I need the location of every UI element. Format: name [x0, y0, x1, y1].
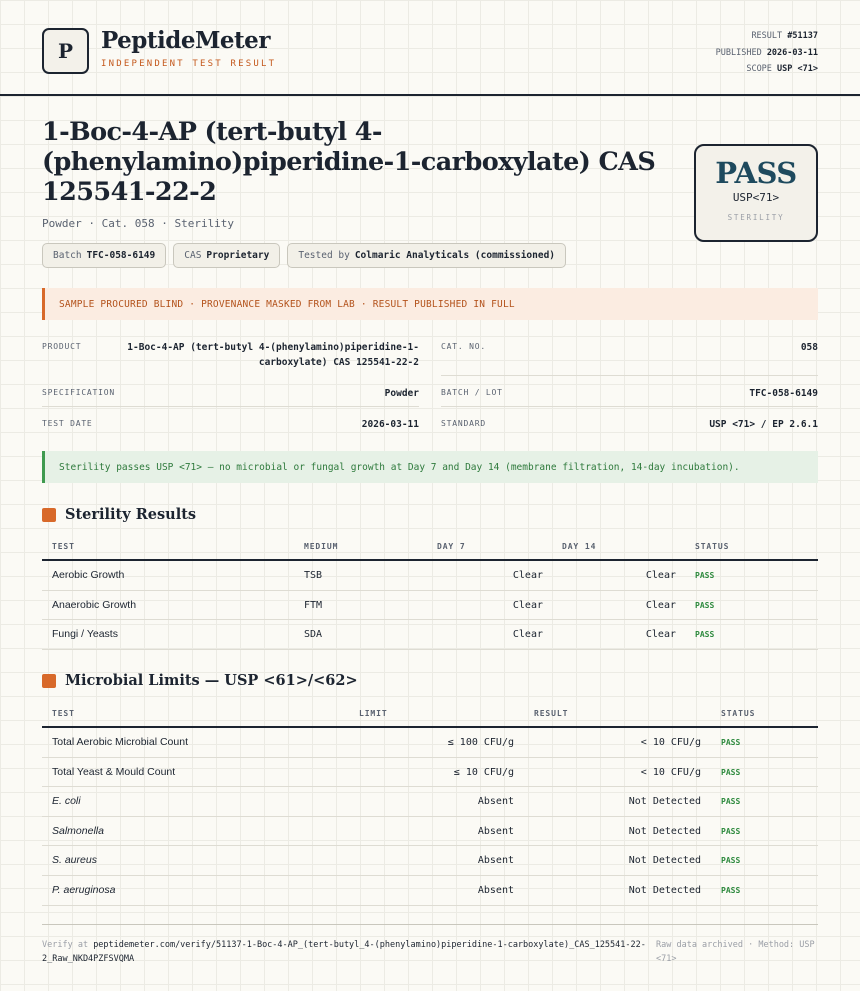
limit-value: ≤ 10 CFU/g — [453, 766, 514, 778]
col-day7: DAY 7 — [437, 542, 466, 551]
tested-by-label: Tested by — [298, 250, 350, 261]
sterility-table-header — [42, 537, 818, 561]
report-header — [0, 0, 860, 96]
sterility-summary: Sterility passes USP <71> — no microbial or fungal growth at Day 7 and Day 14 (membrane filtration, 14-day incubation). — [42, 451, 818, 483]
col-status: STATUS — [695, 542, 730, 551]
result-number-row — [716, 28, 818, 45]
col-test: TEST — [52, 542, 75, 551]
detail-standard-label: STANDARD — [441, 419, 486, 428]
table-row — [42, 758, 818, 788]
test-name: S. aureus — [52, 854, 97, 867]
microbial-table-header — [42, 704, 818, 728]
detail-batch — [441, 388, 818, 402]
limit-value: ≤ 100 CFU/g — [447, 737, 514, 748]
day7-value: Clear — [512, 629, 543, 641]
scope-value: USP <71> — [777, 64, 818, 74]
result-value: < 10 CFU/g — [640, 766, 701, 778]
medium-value: TSB — [304, 570, 323, 581]
detail-standard-value: USP <71> / EP 2.6.1 — [709, 419, 818, 430]
limit-value: Absent — [477, 855, 514, 867]
table-row — [42, 728, 818, 758]
detail-spec-value: Powder — [384, 388, 419, 399]
status-badge: PASS — [721, 797, 741, 807]
day14-value: Clear — [645, 570, 676, 581]
scope-row — [716, 61, 818, 78]
detail-batch-value: TFC-058-6149 — [749, 388, 818, 399]
detail-spec — [42, 388, 419, 402]
test-name: Fungi / Yeasts — [52, 628, 118, 641]
archive-note: Raw data archived · Method: USP <71> — [656, 940, 815, 964]
limit-value: Absent — [477, 884, 514, 896]
limit-value: Absent — [477, 796, 514, 808]
blind-procurement-notice: SAMPLE PROCURED BLIND · PROVENANCE MASKED FROM LAB · RESULT PUBLISHED IN FULL — [42, 288, 818, 320]
batch-chip-value: TFC-058-6149 — [86, 250, 156, 261]
scope-label: SCOPE — [746, 64, 772, 74]
verdict-badge — [694, 144, 818, 242]
product-title: 1-Boc-4-AP (tert-butyl 4-(phenylamino)piperidine-1-carboxylate) CAS 125541-22-2 — [42, 117, 656, 207]
status-badge: PASS — [721, 826, 741, 836]
result-value: Not Detected — [628, 884, 701, 896]
result-value: Not Detected — [628, 855, 701, 867]
status-badge: PASS — [721, 856, 741, 866]
result-value: Not Detected — [628, 825, 701, 837]
published-row — [716, 45, 818, 62]
detail-divider — [42, 406, 419, 407]
detail-standard — [441, 419, 818, 433]
col-test: TEST — [52, 709, 75, 718]
table-row — [42, 620, 818, 650]
test-name: Aerobic Growth — [52, 569, 125, 581]
batch-chip-label: Batch — [53, 250, 82, 261]
tested-by-chip — [287, 243, 566, 268]
logo-letter: P — [57, 39, 74, 63]
result-value: < 10 CFU/g — [640, 737, 701, 748]
table-row — [42, 787, 818, 817]
verdict-text: PASS — [715, 156, 797, 190]
test-name: Salmonella — [52, 824, 104, 837]
microbial-section-title: Microbial Limits — USP <61>/<62> — [65, 672, 358, 689]
cas-chip-label: CAS — [184, 250, 202, 261]
table-row — [42, 817, 818, 847]
brand-name: PeptideMeter — [101, 27, 270, 54]
medium-value: FTM — [304, 599, 323, 611]
col-day14: DAY 14 — [562, 542, 597, 551]
status-badge: PASS — [721, 767, 741, 777]
status-badge: PASS — [695, 571, 715, 580]
tested-by-value: Colmaric Analyticals (commissioned) — [354, 250, 556, 261]
batch-chip — [42, 243, 166, 268]
detail-divider — [441, 406, 818, 407]
limit-value: Absent — [477, 825, 514, 837]
detail-catno-value: 058 — [800, 342, 818, 353]
status-badge: PASS — [695, 600, 715, 610]
detail-catno-label: CAT. NO. — [441, 342, 486, 351]
sterility-table — [42, 537, 818, 650]
test-name: Total Yeast & Mould Count — [52, 765, 176, 778]
result-value: Not Detected — [628, 796, 701, 808]
cas-chip — [173, 243, 280, 268]
col-status: STATUS — [721, 709, 756, 718]
medium-value: SDA — [304, 629, 323, 641]
day7-value: Clear — [512, 599, 543, 611]
sterility-section-heading — [42, 506, 196, 523]
verdict-standard: USP<71> — [732, 191, 780, 204]
col-medium: MEDIUM — [304, 542, 339, 551]
detail-product — [42, 342, 419, 372]
test-name: P. aeruginosa — [52, 883, 116, 896]
detail-date-label: TEST DATE — [42, 419, 93, 428]
section-marker-icon — [42, 508, 56, 522]
detail-spec-label: SPECIFICATION — [42, 388, 116, 397]
brand-tagline: INDEPENDENT TEST RESULT — [101, 59, 277, 69]
status-badge: PASS — [721, 885, 741, 895]
detail-divider — [441, 375, 818, 376]
detail-date-value: 2026-03-11 — [361, 419, 419, 430]
day14-value: Clear — [645, 629, 676, 641]
info-chips — [42, 243, 566, 268]
detail-batch-label: BATCH / LOT — [441, 388, 503, 397]
microbial-section-heading — [42, 672, 358, 689]
section-marker-icon — [42, 674, 56, 688]
microbial-table — [42, 704, 818, 906]
test-name: Anaerobic Growth — [52, 598, 137, 611]
verify-note — [42, 938, 648, 966]
verify-link[interactable]: peptidemeter.com/verify/51137-1-Boc-4-AP_(tert-butyl_4-(phenylamino)piperidine-1-carboxylate)_CAS_125541-22-2_Raw_NKD4PZFSVQMA — [42, 940, 646, 964]
detail-date — [42, 419, 419, 433]
detail-catno — [441, 342, 818, 356]
brand-logo — [42, 28, 89, 74]
col-limit: LIMIT — [359, 709, 388, 718]
result-meta — [716, 28, 818, 78]
result-label: RESULT — [751, 31, 783, 41]
detail-product-label: PRODUCT — [42, 342, 82, 351]
day14-value: Clear — [645, 599, 676, 611]
verify-prefix: Verify at — [42, 940, 89, 950]
table-row — [42, 591, 818, 621]
published-label: PUBLISHED — [715, 47, 762, 58]
test-name: Total Aerobic Microbial Count — [52, 736, 188, 748]
verdict-category: STERILITY — [727, 213, 785, 222]
table-row — [42, 561, 818, 591]
test-name: E. coli — [52, 795, 81, 808]
sterility-section-title: Sterility Results — [65, 506, 197, 523]
col-result: RESULT — [534, 709, 569, 718]
table-row — [42, 846, 818, 876]
status-badge: PASS — [695, 630, 715, 640]
cas-chip-value: Proprietary — [206, 250, 270, 261]
detail-product-value: 1-Boc-4-AP (tert-butyl 4-(phenylamino)piperidine-1-carboxylate) CAS 125541-22-2 — [127, 342, 419, 368]
status-badge: PASS — [721, 738, 741, 747]
table-row — [42, 876, 818, 906]
day7-value: Clear — [512, 570, 543, 581]
result-value: #51137 — [787, 31, 818, 41]
product-subtitle: Powder · Cat. 058 · Sterility — [42, 217, 235, 230]
published-value: 2026-03-11 — [766, 47, 818, 58]
footer-divider — [42, 924, 818, 925]
